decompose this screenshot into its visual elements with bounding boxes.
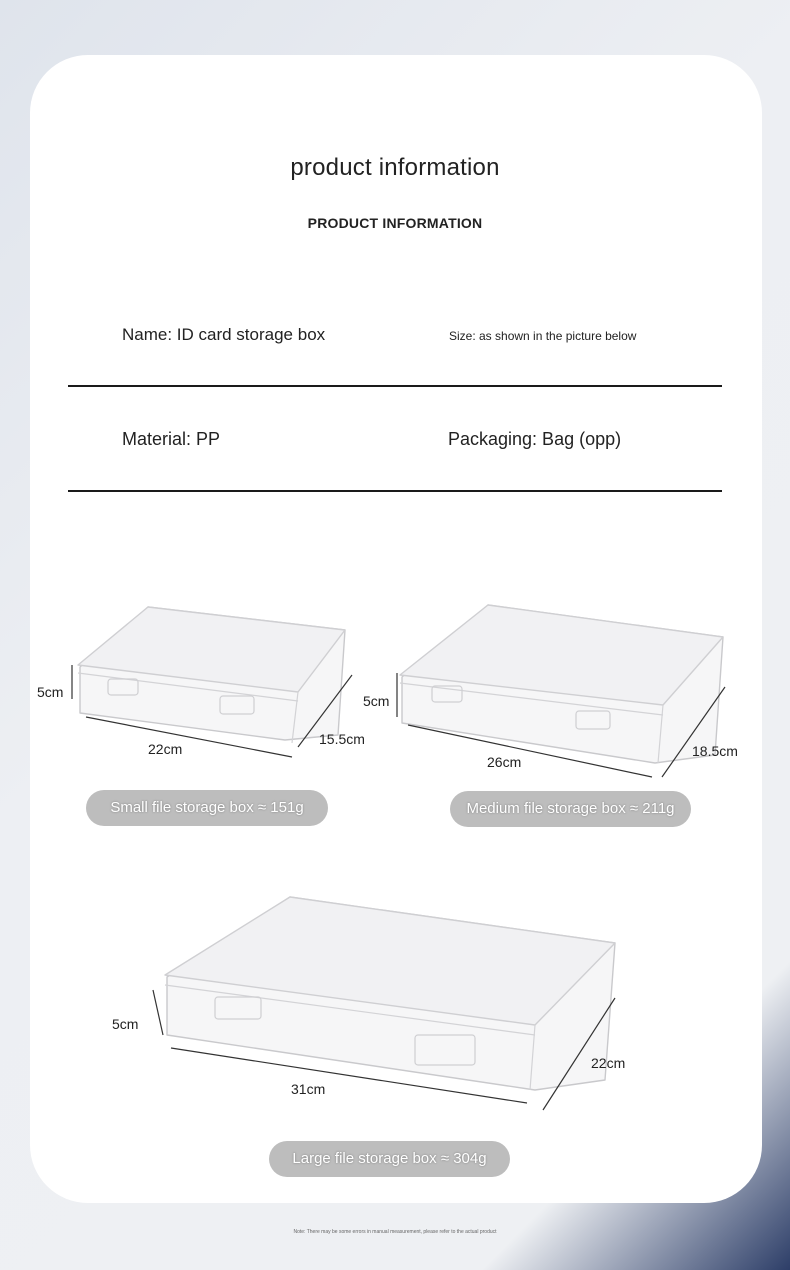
page-subtitle: PRODUCT INFORMATION: [307, 215, 483, 231]
info-material: Material: PP: [122, 429, 221, 449]
info-name: Name: ID card storage box: [122, 325, 326, 344]
footnote: Note: There may be some errors in manual measurement, please refer to the actual product: [293, 1229, 497, 1235]
info-size: Size: as shown in the picture below: [449, 329, 637, 343]
large-box-width: 22cm: [591, 1055, 626, 1071]
large-box-image: [145, 885, 625, 1115]
medium-box-label: Medium file storage box ≈ 211g: [450, 791, 691, 827]
small-box-length: 22cm: [148, 741, 183, 757]
divider-2: [68, 490, 722, 492]
medium-box-length: 26cm: [487, 754, 522, 770]
large-box-label: Large file storage box ≈ 304g: [269, 1141, 510, 1177]
medium-box-width: 18.5cm: [692, 743, 738, 759]
small-box-width: 15.5cm: [319, 731, 365, 747]
small-box-label: Small file storage box ≈ 151g: [86, 790, 328, 826]
small-box-height: 5cm: [37, 684, 64, 700]
divider-1: [68, 385, 722, 387]
medium-box-height: 5cm: [363, 693, 390, 709]
page-title: product information: [290, 154, 500, 181]
large-box-length: 31cm: [291, 1081, 326, 1097]
large-box-height: 5cm: [112, 1016, 139, 1032]
info-packaging: Packaging: Bag (opp): [448, 429, 622, 449]
